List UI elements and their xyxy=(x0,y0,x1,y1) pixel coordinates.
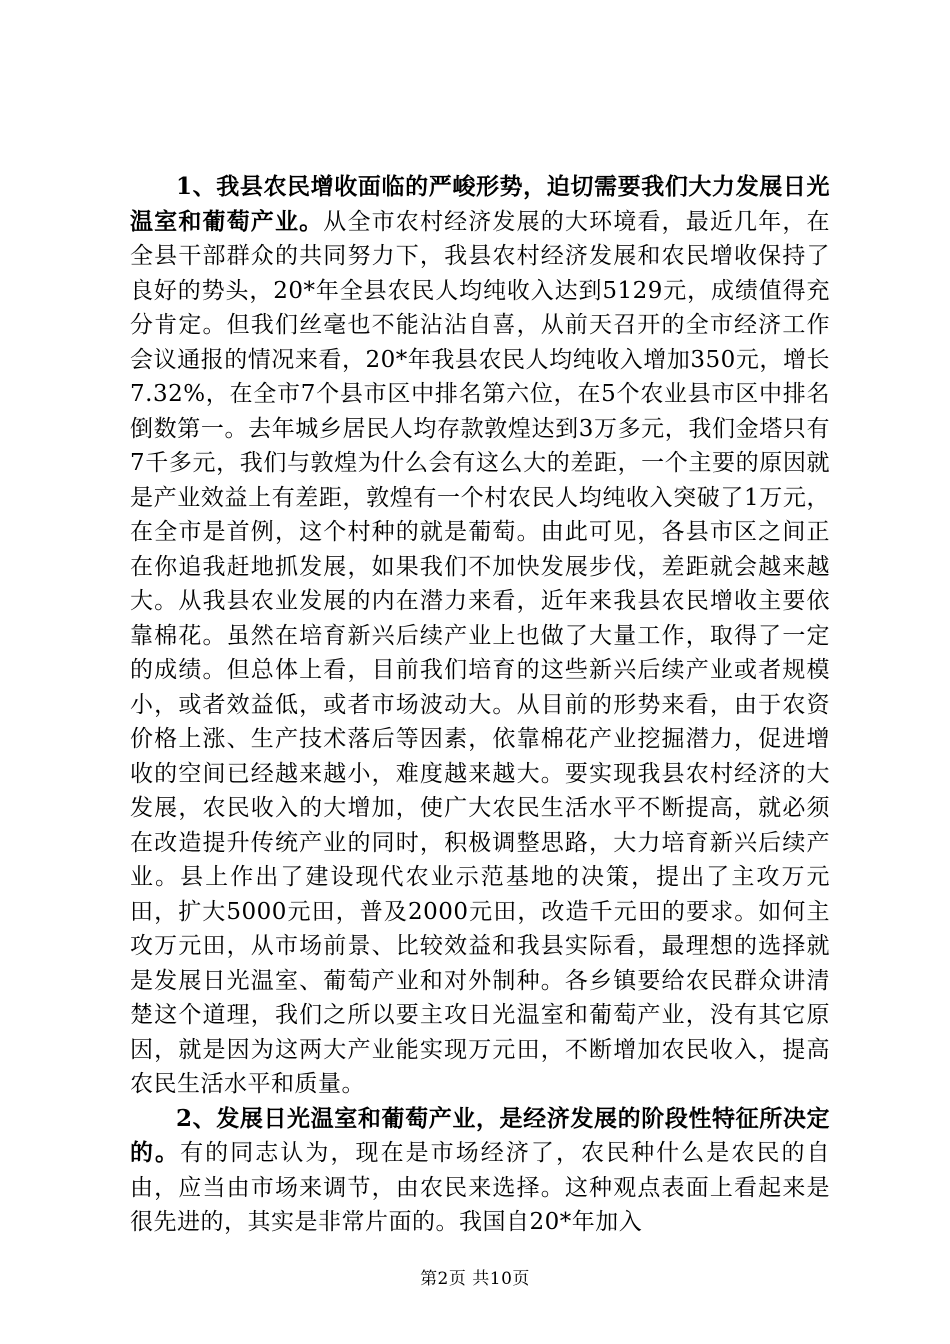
paragraph-2-text: 有的同志认为，现在是市场经济了，农民种什么是农民的自由，应当由市场来调节，由农民来选择。这种观点表面上看起来是很先进的，其实是非常片面的。我国自20*年加入 xyxy=(130,1140,831,1235)
paragraph-2 xyxy=(130,1102,830,1240)
paragraph-1 xyxy=(130,170,830,1102)
page-number: 第2页 共10页 xyxy=(420,1269,530,1289)
paragraph-2-heading: 2、发展日光温室和葡萄产业，是经济发展的阶段性特征所决定的。 xyxy=(130,1104,830,1166)
paragraph-1-heading: 1、我县农民增收面临的严峻形势，迫切需要我们大力发展日光温室和葡萄产业。 xyxy=(130,173,830,235)
paragraph-1-text: 从全市农村经济发展的大环境看，最近几年，在全县干部群众的共同努力下，我县农村经济发展和农民增收保持了良好的势头，20*年全县农民人均纯收入达到5129元，成绩值得充分肯定。但我们丝毫也不能沾沾自喜，从前天召开的全市经济工作会议通报的情况来看，20*年我县农民人均纯收入增加350元，增长7.32%，在全市7个县市区中排名第六位，在5个农业县市区中排名倒数第一。去年城乡居民人均存款敦煌达到3万多元，我们金塔只有7千多元，我们与敦煌为什么会有这么大的差距，一个主要的原因就是产业效益上有差距，敦煌有一个村农民人均纯收入突破了1万元，在全市是首例，这个村种的就是葡萄。由此可见，各县市区之间正在你追我赶地抓发展，如果我们不加快发展步伐，差距就会越来越大。从我县农业发展的内在潜力来看，近年来我县农民增收主要依靠棉花。虽然在培育新兴后续产业上也做了大量工作，取得了一定的成绩。但总体上看，目前我们培育的这些新兴后续产业或者规模小，或者效益低，或者市场波动大。从目前的形势来看，由于农资价格上涨、生产技术落后等因素，依靠棉花产业挖掘潜力，促进增收的空间已经越来越小，难度越来越大。要实现我县农村经济的大发展，农民收入的大增加，使广大农民生活水平不断提高，就必须在改造提升传统产业的同时，积极调整思路，大力培育新兴后续产业。县上作出了建设现代农业示范基地的决策，提出了主攻万元田，扩大5000元田，普及2000元田，改造千元田的要求。如何主攻万元田，从市场前景、比较效益和我县实际看，最理想的选择就是发展日光温室、葡萄产业和对外制种。各乡镇要给农民群众讲清楚这个道理，我们之所以要主攻日光温室和葡萄产业，没有其它原因，就是因为这两大产业能实现万元田，不断增加农民收入，提高农民生活水平和质量。 xyxy=(130,208,831,1097)
document-body xyxy=(130,170,830,1240)
page-footer xyxy=(0,1267,950,1291)
